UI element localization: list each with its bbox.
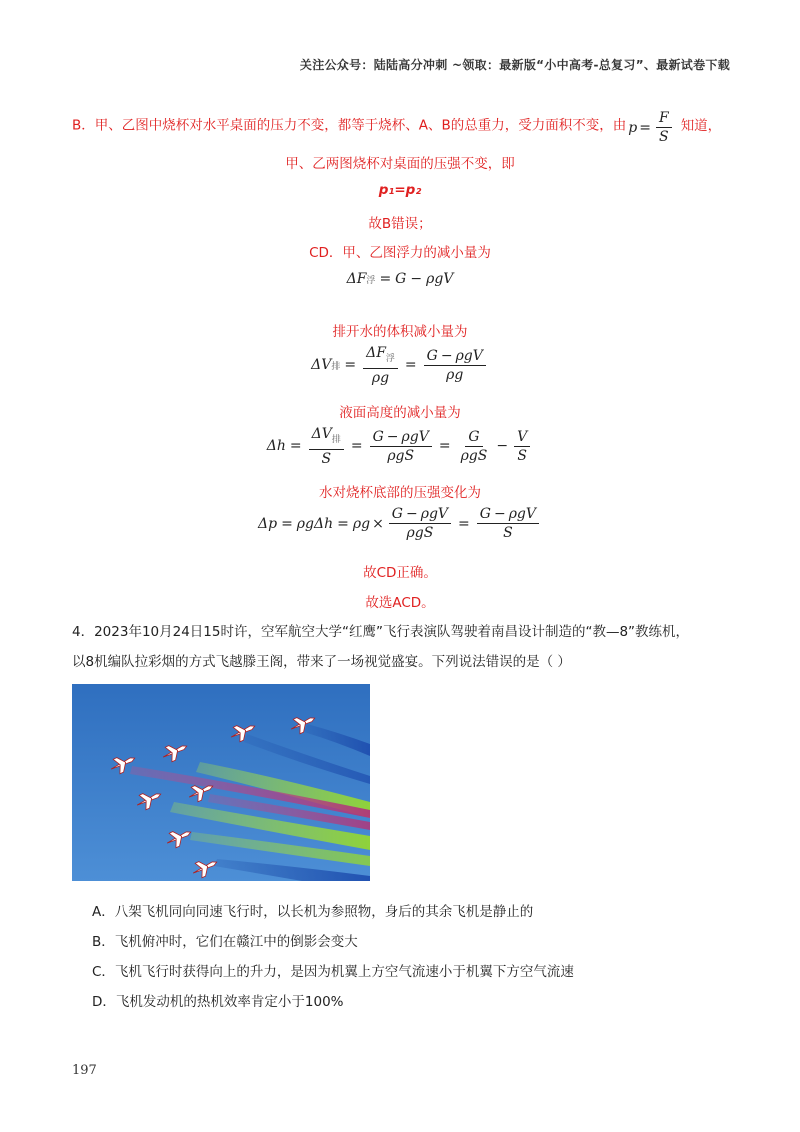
eq3-frac2-G: G	[372, 428, 384, 445]
equation-pressure-change	[0, 506, 800, 541]
question-4-line2: 以8机编队拉彩烟的方式飞越滕王阁，带来了一场视觉盛宴。下列说法错误的是（ ）	[72, 654, 571, 670]
equation-volume-change	[0, 345, 800, 386]
eq4-frac2-G: G	[479, 506, 491, 522]
eq1-minus: −	[410, 271, 423, 287]
eq4-frac2-minus: −	[493, 506, 506, 522]
eq1-sub: 浮	[366, 275, 376, 286]
equation-height-change	[0, 426, 800, 467]
eq2-frac1-den: ρg	[371, 369, 390, 386]
solution-v-line: 排开水的体积减小量为	[332, 324, 468, 340]
page-number: 197	[72, 1063, 97, 1078]
eq3-frac2-rgv: ρgV	[401, 428, 429, 445]
solution-h-line: 液面高度的减小量为	[339, 405, 461, 421]
eq4-eq3: =	[458, 515, 470, 532]
eq3-frac3	[458, 429, 491, 464]
fraction-f-over-s	[656, 110, 672, 145]
eq4-frac1-G: G	[391, 506, 403, 522]
eq3-frac4-num: V	[514, 429, 530, 447]
question-4-line1: 4．2023年10月24日15时许，空军航空大学“红鹰”飞行表演队驾驶着南昌设计制造的“教—8”教练机，	[72, 624, 690, 640]
page-header: 关注公众号：陆陆高分冲刺 ~领取：最新版“小中高考-总复习”、最新试卷下载	[299, 58, 730, 72]
eq4-frac2	[477, 506, 539, 541]
eq3-dh: Δh	[266, 438, 286, 455]
eq1-dF: ΔF	[346, 271, 367, 287]
eq4-frac1	[389, 506, 451, 541]
pressure-formula	[628, 110, 674, 145]
fraction-num: F	[656, 110, 672, 128]
solution-cd-line: CD．甲、乙图浮力的减小量为	[309, 245, 491, 261]
eq3-eq1: =	[289, 438, 302, 455]
eq3-eq2: =	[350, 438, 363, 455]
eq3-eq3: =	[438, 438, 451, 455]
eq1-G: G	[395, 271, 407, 287]
eq3-frac2-den: ρgS	[387, 447, 415, 464]
eq4-eq2: =	[337, 515, 349, 532]
eq3-frac2-minus: −	[386, 428, 399, 445]
eq4-frac2-den: S	[503, 525, 513, 541]
solution-b-line2: 甲、乙两图烧杯对桌面的压强不变，即	[285, 156, 515, 172]
eq1-eq: =	[379, 271, 392, 287]
eq2-frac2	[424, 348, 486, 383]
eq4-times: ×	[372, 515, 384, 532]
eq3-frac2	[370, 429, 432, 464]
eq3-frac3-den: ρgS	[460, 447, 488, 464]
eq2-frac2-rgv: ρgV	[455, 347, 483, 364]
eq4-eq1: =	[281, 515, 293, 532]
solution-b-text: B．甲、乙图中烧杯对水平桌面的压力不变，都等于烧杯、A、B的总重力，受力面积不变，由	[72, 117, 627, 134]
eq2-frac2-G: G	[426, 347, 438, 364]
eq2-frac2-minus: −	[440, 347, 453, 364]
eq2-frac1-num: ΔF	[366, 345, 386, 361]
solution-cd-conclusion: 故CD正确。	[363, 565, 437, 581]
eq2-sub: 排	[331, 361, 341, 372]
eq4-dp: Δp	[257, 515, 278, 532]
eq2-dV: ΔV	[311, 357, 332, 374]
option-b: B．飞机俯冲时，它们在赣江中的倒影会变大	[92, 934, 358, 950]
eq4-frac1-minus: −	[405, 506, 418, 522]
equation-buoyancy-change	[0, 268, 800, 287]
eq3-frac1-sub: 排	[331, 434, 341, 445]
eq2-eq1: =	[344, 357, 357, 374]
eq3-frac3-num: G	[465, 429, 482, 447]
option-c: C．飞机飞行时获得向上的升力，是因为机翼上方空气流速小于机翼下方空气流速	[92, 964, 574, 980]
solution-p-line: 水对烧杯底部的压强变化为	[319, 485, 481, 501]
option-d: D．飞机发动机的热机效率肯定小于100%	[92, 994, 344, 1010]
eq4-rg: ρg	[352, 515, 371, 532]
eq4-frac2-rgv: ρgV	[508, 506, 536, 522]
eq4-rgdh: ρgΔh	[296, 515, 334, 532]
eq4-frac1-den: ρgS	[406, 525, 434, 541]
eq1-rgv: ρgV	[426, 271, 454, 287]
eq4-frac1-rgv: ρgV	[420, 506, 449, 522]
fraction-den: S	[659, 129, 669, 145]
solution-b-after: 知道，	[680, 117, 722, 134]
eq3-frac4-den: S	[517, 447, 527, 464]
eq3-frac1	[309, 426, 344, 467]
eq2-eq2: =	[404, 357, 417, 374]
solution-b-line1	[72, 108, 721, 143]
eq2-frac1-sub: 浮	[385, 353, 395, 364]
eq3-frac1-den: S	[321, 450, 332, 467]
eq2-frac1	[363, 345, 398, 386]
eq3-minus: −	[496, 438, 509, 455]
eq2-frac2-den: ρg	[446, 366, 464, 383]
option-a: A．八架飞机同向同速飞行时，以长机为参照物，身后的其余飞机是静止的	[92, 904, 534, 920]
eq3-frac1-num: ΔV	[311, 426, 332, 442]
pressure-equal: p₁=p₂	[378, 182, 422, 198]
solution-b-conclusion: 故B错误；	[368, 216, 432, 232]
solution-answer: 故选ACD。	[365, 595, 435, 611]
jets-formation-photo	[72, 684, 370, 881]
formula-p: p	[628, 119, 638, 136]
eq3-frac4	[514, 429, 530, 464]
formula-eq: =	[639, 119, 651, 136]
